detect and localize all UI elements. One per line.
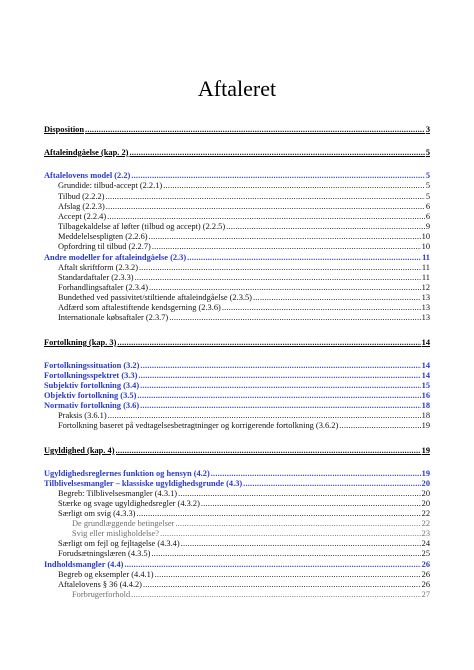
toc-page-number: 6	[425, 212, 430, 221]
toc-leader-dots	[131, 171, 425, 181]
toc-page-number: 13	[421, 303, 430, 312]
toc-entry-label: Forhandlingsaftaler (2.3.4)	[58, 283, 149, 292]
toc-leader-dots	[226, 222, 425, 232]
toc-entry[interactable]	[58, 222, 430, 232]
toc-entry-label: Svig eller misligholdelse?	[72, 529, 159, 538]
toc-leader-dots	[253, 293, 421, 303]
toc-leader-dots	[175, 519, 420, 529]
toc-entry-label: Forudsætningslæren (4.3.5)	[58, 549, 151, 558]
toc-entry-label: Tilbagekaldelse af løfter (tilbud og accept) (2.2.5)	[58, 222, 226, 231]
toc-leader-dots	[85, 125, 425, 135]
toc-page-number: 24	[421, 539, 430, 548]
toc-leader-dots	[131, 590, 420, 600]
toc-leader-dots	[155, 570, 421, 580]
toc-entry[interactable]	[44, 560, 430, 570]
toc-leader-dots	[139, 263, 421, 273]
toc-entry-label: Disposition	[44, 125, 85, 134]
toc-leader-dots	[105, 192, 424, 202]
toc-entry-label: Indholdsmangler (4.4)	[44, 560, 124, 569]
toc-entry[interactable]	[58, 202, 430, 212]
toc-page-number: 26	[421, 570, 430, 579]
toc-page-number: 26	[421, 580, 430, 589]
toc-entry[interactable]	[72, 529, 430, 539]
toc-page-number: 16	[421, 391, 430, 400]
toc-entry[interactable]	[44, 148, 430, 158]
toc-leader-dots	[163, 181, 425, 191]
toc-entry-label: Afslag (2.2.3)	[58, 202, 105, 211]
toc-leader-dots	[201, 499, 421, 509]
toc-leader-dots	[140, 401, 420, 411]
toc-entry[interactable]	[58, 499, 430, 509]
toc-entry-label: Særligt om fejl og fejltagelse (4.3.4)	[58, 539, 180, 548]
toc-entry-label: Grundide: tilbud-accept (2.2.1)	[58, 181, 163, 190]
toc-page-number: 6	[425, 202, 430, 211]
toc-entry[interactable]	[44, 479, 430, 489]
toc-page-number: 20	[421, 499, 430, 508]
toc-page-number: 20	[421, 479, 430, 488]
toc-leader-dots	[181, 539, 421, 549]
toc-entry-label: Begreb og eksempler (4.4.1)	[58, 570, 154, 579]
toc-entry-label: Tilbud (2.2.2)	[58, 192, 105, 201]
toc-entry-label: Særligt om svig (4.3.3)	[58, 509, 136, 518]
toc-entry-label: Aftalt skriftform (2.3.2)	[58, 263, 139, 272]
toc-leader-dots	[178, 489, 421, 499]
toc-leader-dots	[152, 242, 421, 252]
toc-entry[interactable]	[58, 539, 430, 549]
toc-page-number: 27	[421, 590, 430, 599]
toc-leader-dots	[108, 411, 421, 421]
toc-entry[interactable]	[44, 391, 430, 401]
toc-page-number: 19	[421, 421, 430, 430]
toc-page-number: 22	[421, 509, 430, 518]
toc-leader-dots	[149, 283, 421, 293]
toc-entry-label: Fortolkningssituation (3.2)	[44, 361, 140, 370]
toc-entry[interactable]	[58, 212, 430, 222]
toc-entry[interactable]	[44, 381, 430, 391]
toc-page-number: 26	[421, 560, 430, 569]
toc-leader-dots	[124, 560, 420, 570]
toc-entry-label: Andre modeller for aftaleindgåelse (2.3)	[44, 253, 187, 262]
toc-entry-label: Aftalelovens § 36 (4.4.2)	[58, 580, 142, 589]
toc-page-number: 14	[421, 361, 430, 370]
toc-page-number: 10	[421, 232, 430, 241]
toc-entry-label: Ugyldighed (kap. 4)	[44, 446, 115, 455]
toc-page-number: 11	[422, 253, 430, 262]
toc-entry[interactable]	[58, 181, 430, 191]
toc-entry-label: Opfordring til tilbud (2.2.7)	[58, 242, 151, 251]
toc-leader-dots	[149, 232, 421, 242]
toc-entry[interactable]	[72, 519, 430, 529]
toc-entry[interactable]	[58, 411, 430, 421]
toc-leader-dots	[143, 580, 421, 590]
toc-entry-label: Meddelelsespligten (2.2.6)	[58, 232, 148, 241]
toc-leader-dots	[129, 148, 424, 158]
toc-entry[interactable]	[58, 313, 430, 323]
toc-page-number: 3	[425, 125, 430, 134]
toc-leader-dots	[107, 212, 425, 222]
toc-entry-label: Fortolkning (kap. 3)	[44, 338, 117, 347]
toc-page-number: 18	[421, 401, 430, 410]
toc-entry[interactable]	[58, 303, 430, 313]
toc-entry[interactable]	[44, 171, 430, 181]
toc-entry-label: Subjektiv fortolkning (3.4)	[44, 381, 140, 390]
toc-entry-label: Standardaftaler (2.3.3)	[58, 273, 134, 282]
toc-entry[interactable]	[58, 570, 430, 580]
toc-page-number: 11	[421, 263, 430, 272]
toc-leader-dots	[117, 338, 420, 348]
toc-page-number: 5	[425, 171, 430, 180]
toc-page-number: 13	[421, 293, 430, 302]
toc-entry[interactable]	[44, 371, 430, 381]
toc-page-number: 22	[421, 519, 430, 528]
toc-entry-label: Praksis (3.6.1)	[58, 411, 107, 420]
toc-leader-dots	[211, 469, 421, 479]
toc-page-number: 5	[425, 192, 430, 201]
toc-entry-label: Aftalelovens model (2.2)	[44, 171, 131, 180]
toc-page-number: 20	[421, 489, 430, 498]
toc-entry-label: Adfærd som aftalestiftende kendsgerning (2.3.6)	[58, 303, 221, 312]
toc-leader-dots	[243, 479, 420, 489]
toc-leader-dots	[169, 313, 420, 323]
toc-page-number: 10	[421, 242, 430, 251]
toc-entry[interactable]	[44, 469, 430, 479]
toc-entry-label: Bundethed ved passivitet/stiltiende aftaleindgåelse (2.3.5)	[58, 293, 252, 302]
toc-entry[interactable]	[58, 293, 430, 303]
toc-leader-dots	[136, 509, 420, 519]
toc-entry[interactable]	[44, 338, 430, 348]
toc-page-number: 14	[421, 371, 430, 380]
toc-entry[interactable]	[72, 590, 430, 600]
toc-leader-dots	[151, 549, 420, 559]
toc-leader-dots	[187, 253, 421, 263]
toc-page-number: 13	[421, 313, 430, 322]
toc-page-number: 19	[421, 446, 430, 455]
toc-entry[interactable]	[58, 580, 430, 590]
toc-entry-label: Stærke og svage ugyldighedsregler (4.3.2)	[58, 499, 200, 508]
toc-leader-dots	[140, 361, 420, 371]
toc-leader-dots	[106, 202, 425, 212]
toc-entry-label: Aftaleindgåelse (kap. 2)	[44, 148, 129, 157]
toc-page-number: 19	[421, 469, 430, 478]
toc-leader-dots	[116, 446, 421, 456]
toc-entry[interactable]	[58, 509, 430, 519]
toc-leader-dots	[135, 273, 421, 283]
toc-entry[interactable]	[44, 361, 430, 371]
toc-leader-dots	[222, 303, 421, 313]
toc-entry[interactable]	[44, 401, 430, 411]
toc-page-number: 25	[421, 549, 430, 558]
toc-entry-label: Tilblivelsesmangler – klassiske ugyldighedsgrunde (4.3)	[44, 479, 243, 488]
toc-entry[interactable]	[58, 192, 430, 202]
toc-entry-label: Objektiv fortolkning (3.5)	[44, 391, 137, 400]
toc-entry[interactable]	[58, 283, 430, 293]
toc-entry-label: Forbrugerforhold	[72, 590, 131, 599]
toc-entry-label: Fortolkning baseret på vedtagelsesbetragtninger og korrigerende fortolkning (3.6.2)	[58, 421, 339, 430]
toc-leader-dots	[137, 391, 420, 401]
toc-entry[interactable]	[58, 263, 430, 273]
toc-page-number: 11	[421, 273, 430, 282]
toc-page-number: 15	[421, 381, 430, 390]
toc-entry[interactable]	[58, 489, 430, 499]
toc-entry[interactable]	[58, 232, 430, 242]
toc-page-number: 23	[421, 529, 430, 538]
document-title: Aftaleret	[197, 76, 277, 101]
toc-entry[interactable]	[58, 421, 430, 431]
toc-entry[interactable]	[58, 273, 430, 283]
toc-entry[interactable]	[58, 242, 430, 252]
toc-entry-label: Ugyldighedsreglernes funktion og hensyn (4.2)	[44, 469, 210, 478]
toc-leader-dots	[138, 371, 420, 381]
toc-entry-label: Internationale købsaftaler (2.3.7)	[58, 313, 169, 322]
toc-entry-label: De grundlæggende betingelser	[72, 519, 175, 528]
toc-entry[interactable]	[44, 446, 430, 456]
toc-entry-label: Normativ fortolkning (3.6)	[44, 401, 140, 410]
toc-entry[interactable]	[44, 253, 430, 263]
toc-page-number: 14	[421, 338, 430, 347]
toc-page-number: 18	[421, 411, 430, 420]
toc-page-number: 5	[425, 148, 430, 157]
toc-page-number: 9	[425, 222, 430, 231]
toc-entry-label: Fortolkningsspektret (3.3)	[44, 371, 138, 380]
toc-leader-dots	[160, 529, 421, 539]
toc-entry[interactable]	[44, 125, 430, 135]
toc-leader-dots	[339, 421, 420, 431]
toc-page-number: 12	[421, 283, 430, 292]
toc-page-number: 5	[425, 181, 430, 190]
toc-entry-label: Begreb: Tilblivelsesmangler (4.3.1)	[58, 489, 178, 498]
toc-entry-label: Accept (2.2.4)	[58, 212, 107, 221]
toc-entry[interactable]	[58, 549, 430, 559]
toc-leader-dots	[140, 381, 420, 391]
